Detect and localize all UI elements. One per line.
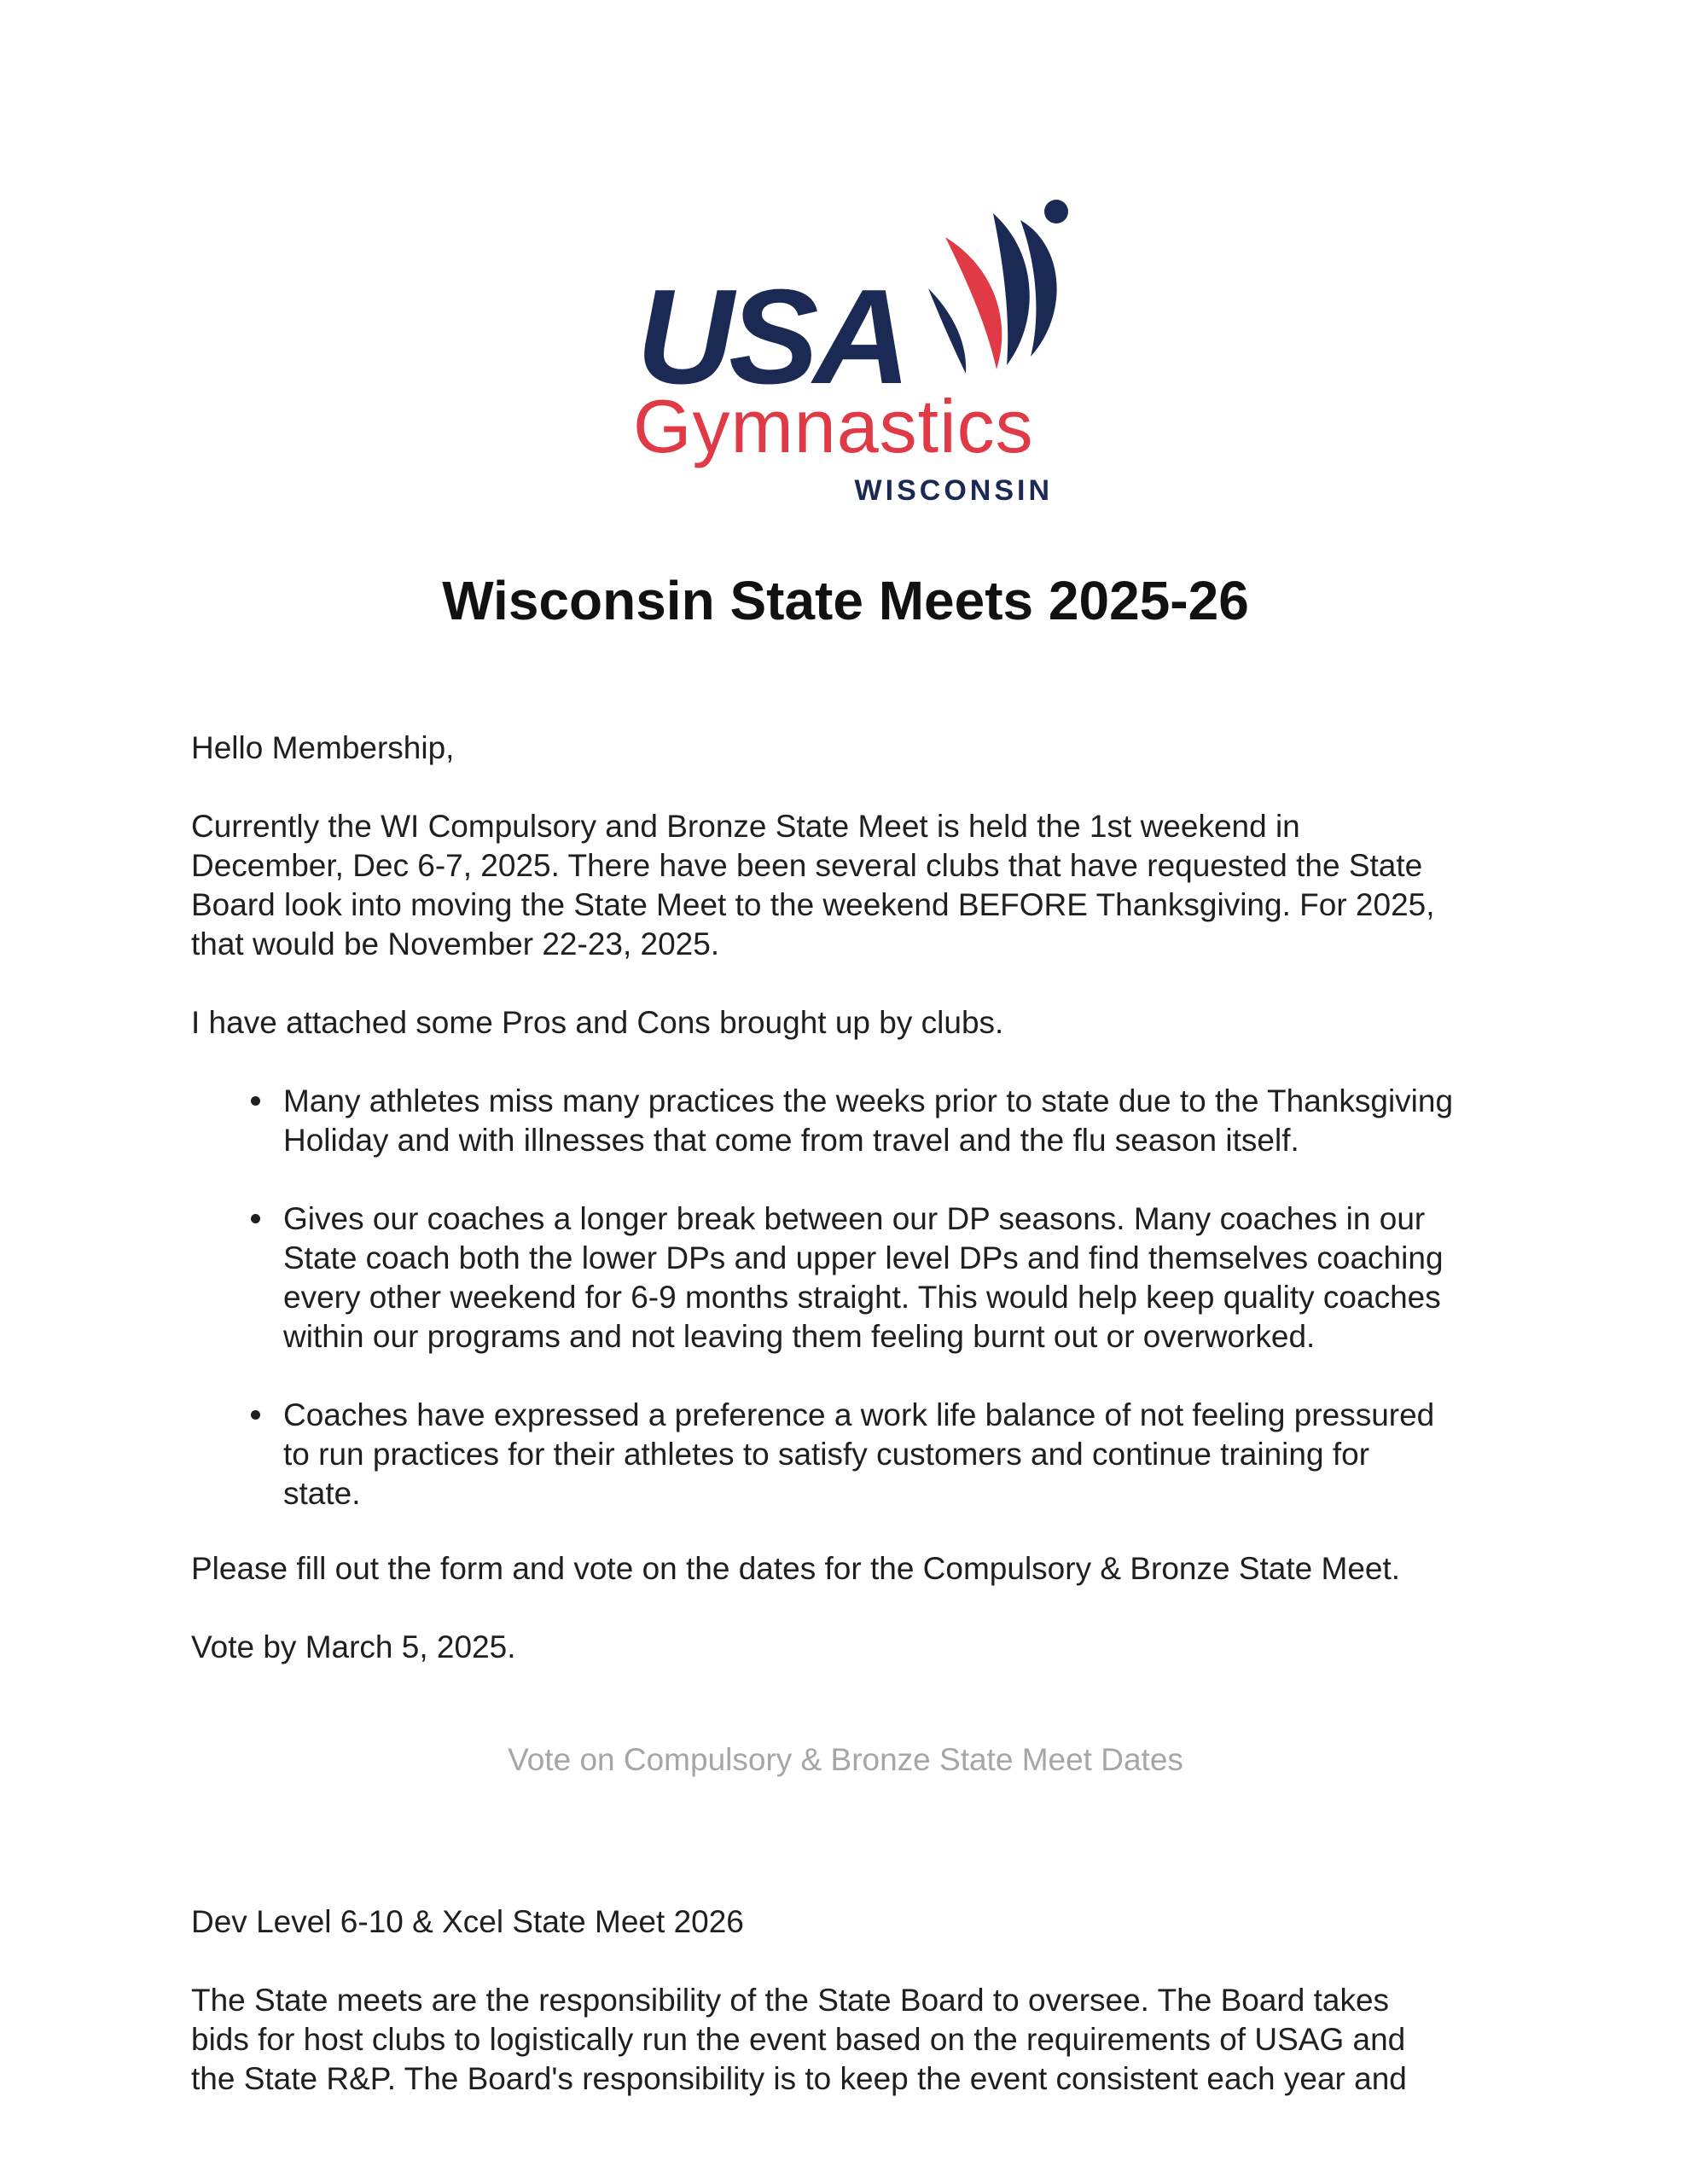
vote-by-text: Vote by March 5, 2025. [191,1629,516,1664]
attached-paragraph [191,1003,1522,1043]
list-item [283,1199,1512,1356]
list-item-line: Many athletes miss many practices the weeks prior to state due to the Thanksgiving [283,1083,1454,1118]
section2-heading-text: Dev Level 6-10 & Xcel State Meet 2026 [191,1904,744,1939]
fill-form-text: Please fill out the form and vote on the dates for the Compulsory & Bronze State Meet. [191,1551,1401,1586]
attached-text: I have attached some Pros and Cons brought up by clubs. [191,1005,1004,1040]
section2-line: the State R&P. The Board's responsibility is to keep the event consistent each year and [191,2061,1407,2096]
intro-paragraph [191,807,1522,964]
vote-link[interactable]: Vote on Compulsory & Bronze State Meet Dates [508,1742,1183,1777]
section2-line: bids for host clubs to logistically run the event based on the requirements of USAG and [191,2022,1406,2057]
bullet-icon [251,1214,260,1223]
logo-gymnastics-text: Gymnastics [633,384,1034,468]
gymnast-flame-icon [911,195,1073,374]
list-item-line: Holiday and with illnesses that come from travel and the flu season itself. [283,1123,1299,1158]
list-item-line: Gives our coaches a longer break between our DP seasons. Many coaches in our [283,1201,1426,1236]
usa-gymnastics-wisconsin-logo [630,195,1073,510]
section2-paragraph [191,1981,1522,2099]
logo-usa-text: USA [636,262,906,412]
list-item-line: to run practices for their athletes to satisfy customers and continue training for [283,1437,1370,1472]
list-item-line: within our programs and not leaving them feeling burnt out or overworked. [283,1319,1316,1354]
intro-line: December, Dec 6-7, 2025. There have been several clubs that have requested the State [191,848,1423,883]
list-item-line: every other weekend for 6-9 months straight. This would help keep quality coaches [283,1280,1441,1315]
intro-line: that would be November 22-23, 2025. [191,926,720,961]
intro-line: Board look into moving the State Meet to the weekend BEFORE Thanksgiving. For 2025, [191,887,1435,922]
bullet-icon [251,1096,260,1106]
greeting-text: Hello Membership, [191,730,455,765]
list-item-line: state. [283,1476,361,1511]
section2-heading [191,1902,1522,1942]
logo-state-text: WISCONSIN [854,474,1053,507]
list-item-line: Coaches have expressed a preference a work life balance of not feeling pressured [283,1397,1435,1432]
list-item-line: State coach both the lower DPs and upper level DPs and find themselves coaching [283,1240,1444,1275]
fill-form-paragraph [191,1549,1522,1589]
list-item [283,1396,1512,1513]
section2-line: The State meets are the responsibility of the State Board to oversee. The Board takes [191,1983,1390,2018]
intro-line: Currently the WI Compulsory and Bronze State Meet is held the 1st weekend in [191,809,1300,844]
vote-by-paragraph [191,1628,1522,1667]
greeting-paragraph [191,729,1522,768]
bullet-icon [251,1410,260,1420]
list-item [283,1082,1512,1160]
pros-cons-list [283,1082,1512,1553]
page-title: Wisconsin State Meets 2025-26 [442,570,1249,631]
